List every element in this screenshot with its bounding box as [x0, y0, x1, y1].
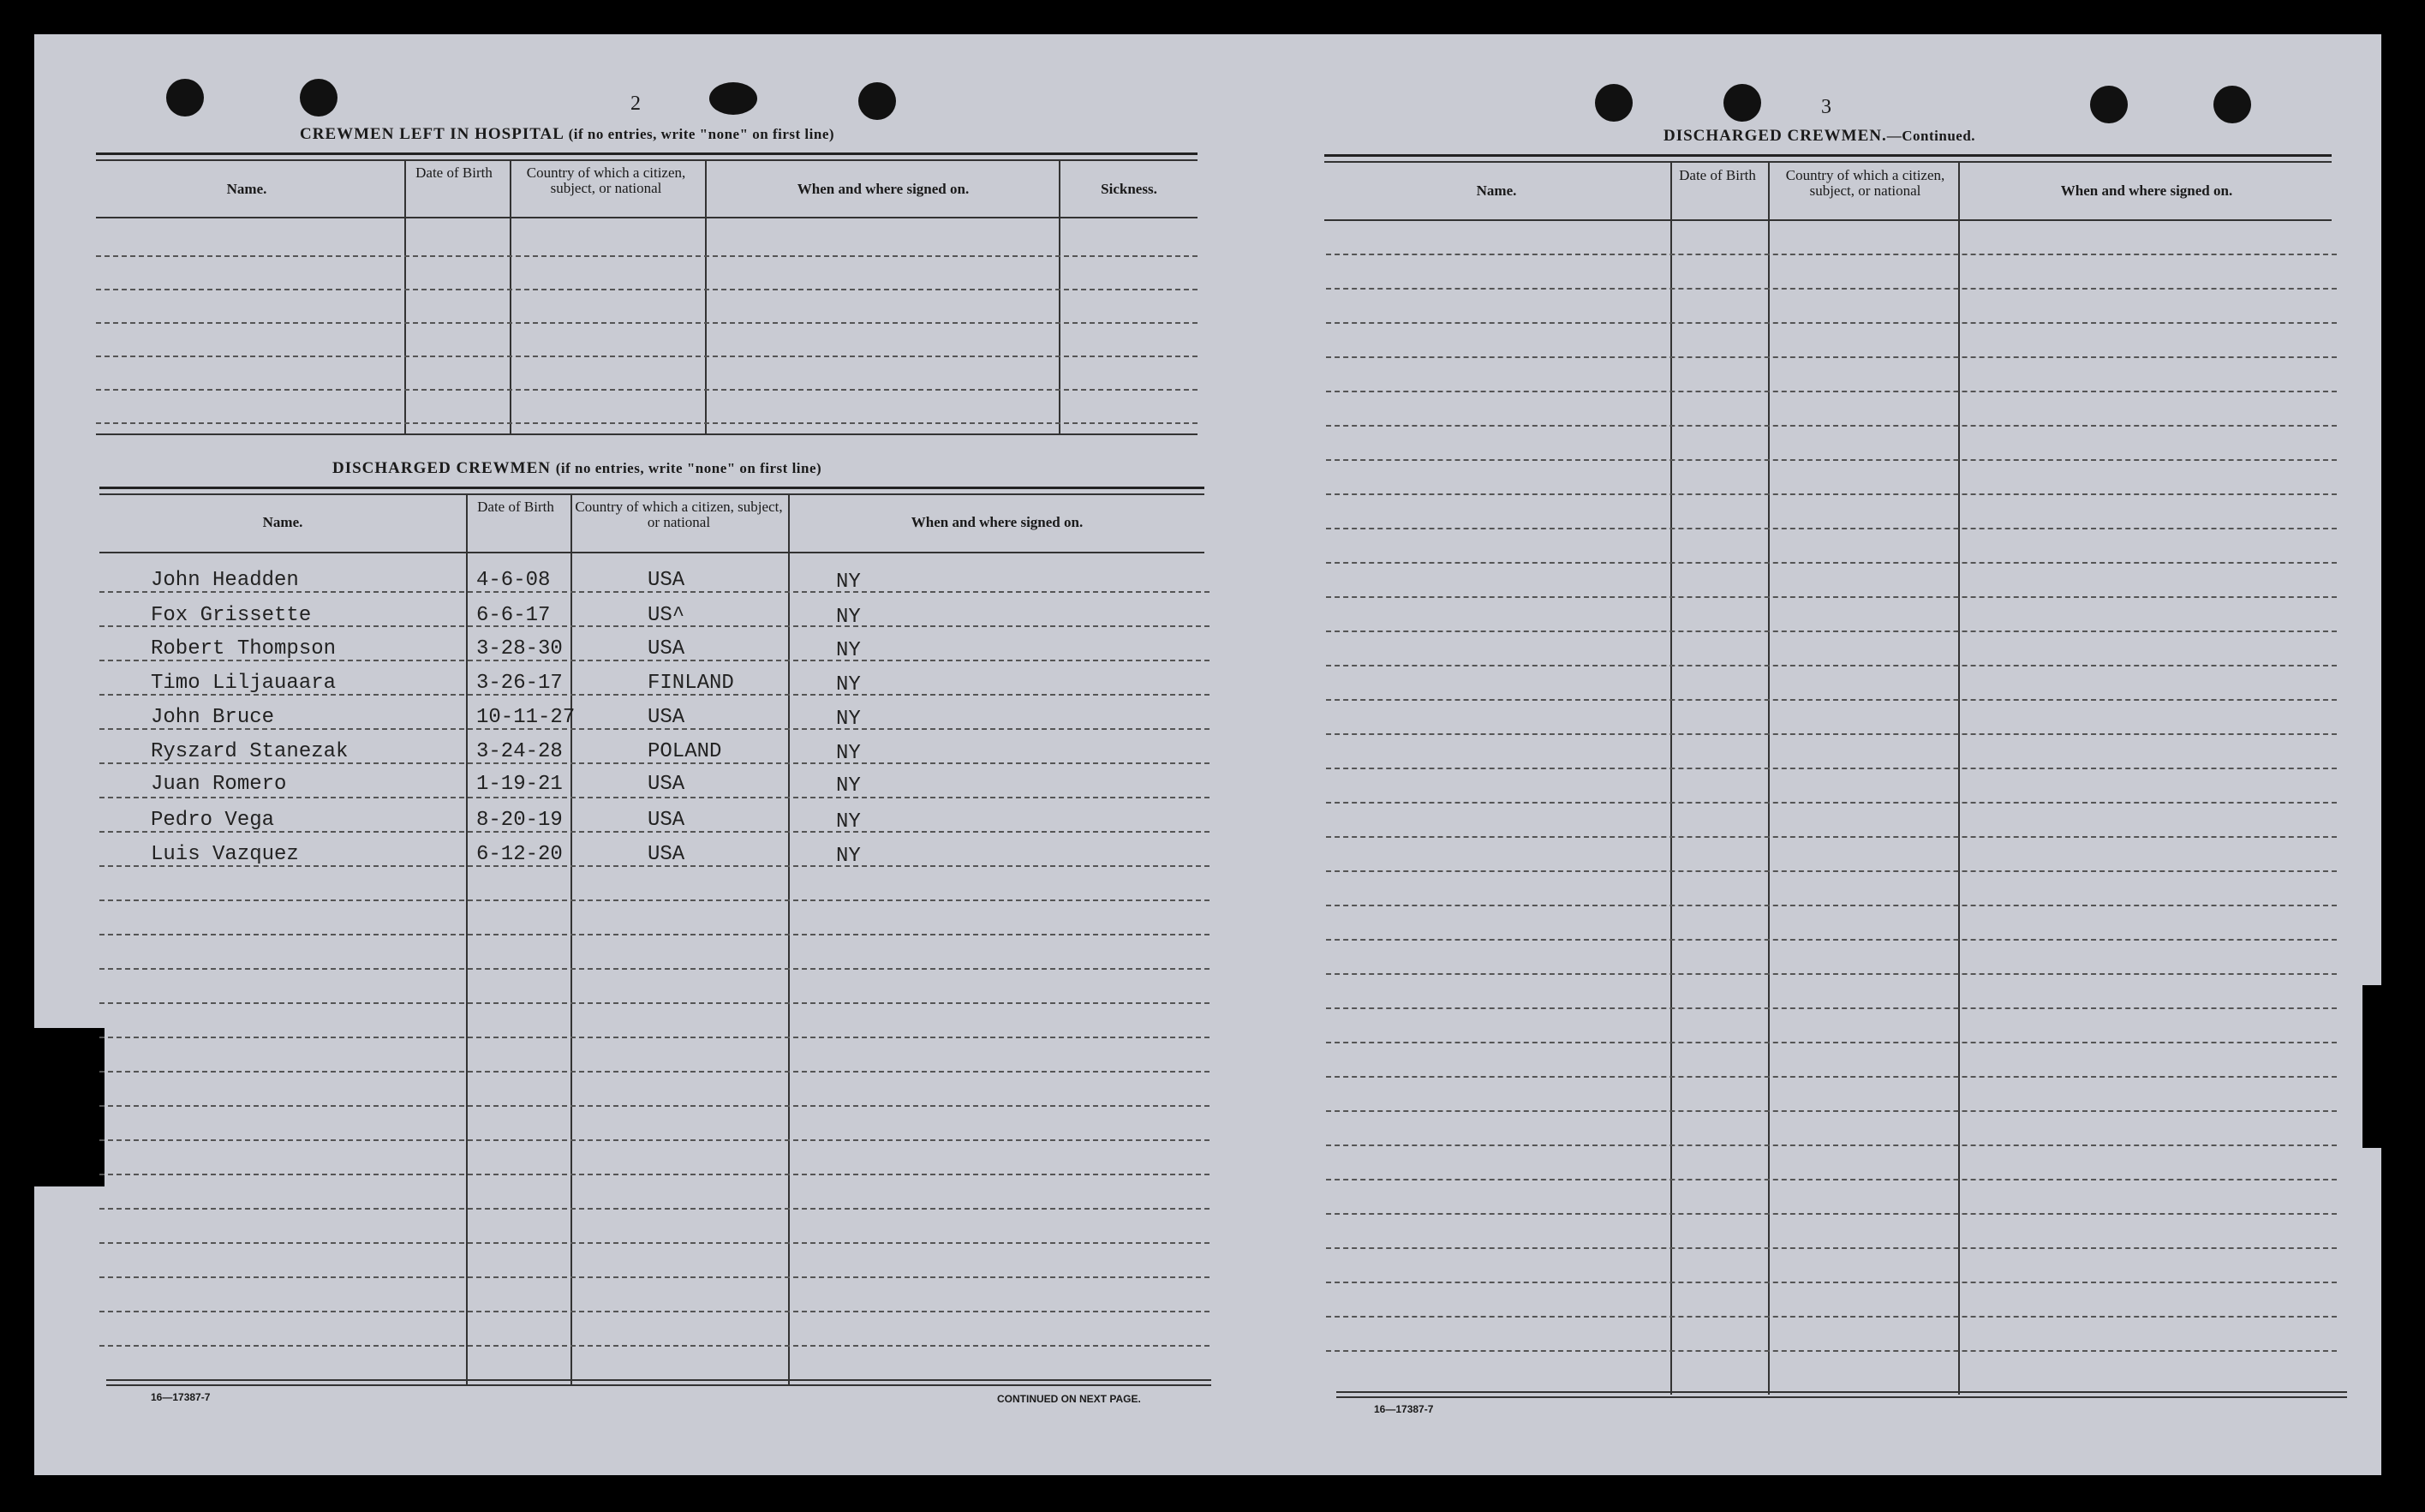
entry-line — [1326, 1042, 2337, 1043]
right-col-country: Country of which a citizen, subject, or national — [1785, 167, 1945, 199]
entry-line — [99, 968, 1210, 970]
entry-line — [99, 1071, 1210, 1073]
crew-country: POLAND — [648, 740, 722, 763]
rule — [1336, 1391, 2347, 1393]
col-divider — [705, 159, 707, 433]
rule — [99, 493, 1204, 495]
punch-hole — [300, 79, 337, 117]
entry-line — [1326, 528, 2337, 529]
hospital-section-title — [300, 125, 834, 144]
crew-name: Timo Liljauaara — [151, 672, 337, 695]
rule — [1324, 219, 2332, 221]
entry-line — [1326, 596, 2337, 598]
col-divider — [466, 493, 468, 1384]
punch-hole — [858, 82, 896, 120]
col-divider — [404, 159, 406, 433]
entry-line — [1326, 322, 2337, 324]
entry-line — [99, 1037, 1210, 1038]
entry-line — [1326, 288, 2337, 290]
punch-hole — [1723, 84, 1761, 122]
col-divider — [1059, 159, 1060, 433]
entry-line — [1326, 254, 2337, 255]
right-section-title — [1663, 127, 1975, 146]
entry-line — [1326, 939, 2337, 941]
hospital-instruction: (if no entries, write "none" on first line) — [568, 126, 835, 142]
form-paper — [34, 34, 2381, 1475]
crew-name: Luis Vazquez — [151, 843, 299, 866]
crew-dob: 1-19-21 — [476, 773, 563, 796]
discharged-instruction: (if no entries, write "none" on first line) — [555, 460, 822, 476]
entry-line — [1326, 1110, 2337, 1112]
hospital-col-name: Name. — [226, 181, 267, 197]
crew-signed-on: NY — [836, 639, 861, 662]
crew-country: USA — [648, 809, 685, 832]
right-col-signed-on: When and where signed on. — [2060, 182, 2233, 199]
punch-hole — [2090, 86, 2128, 123]
crew-country: USA — [648, 843, 685, 866]
punch-hole — [709, 82, 757, 115]
discharged-title-text: DISCHARGED CREWMEN — [332, 459, 551, 477]
discharged-col-signed-on: When and where signed on. — [911, 514, 1084, 530]
right-title-suffix: —Continued. — [1886, 128, 1976, 144]
crew-country: USA — [648, 569, 685, 592]
discharged-col-country: Country of which a citizen, subject, or national — [575, 499, 783, 530]
entry-line — [1326, 1247, 2337, 1249]
entry-line — [1326, 459, 2337, 461]
crew-country: US^ — [648, 604, 685, 627]
entry-line — [1326, 870, 2337, 872]
crew-dob: 10-11-27 — [476, 706, 576, 729]
entry-line — [99, 899, 1210, 901]
crew-name: Ryszard Stanezak — [151, 740, 349, 763]
crew-dob: 4-6-08 — [476, 569, 551, 592]
entry-line — [99, 1276, 1210, 1278]
crew-name: Robert Thompson — [151, 637, 337, 660]
entry-line — [1326, 1213, 2337, 1215]
discharged-col-dob: Date of Birth — [477, 499, 554, 515]
entry-line — [99, 1311, 1210, 1312]
rule — [106, 1384, 1211, 1386]
rule — [1336, 1396, 2347, 1398]
discharged-section-title — [332, 459, 821, 478]
torn-edge — [34, 1028, 105, 1186]
punch-hole — [2213, 86, 2251, 123]
crew-signed-on: NY — [836, 774, 861, 798]
entry-line — [1326, 1144, 2337, 1146]
entry-line — [96, 356, 1198, 357]
crew-dob: 6-12-20 — [476, 843, 563, 866]
rule — [1324, 154, 2332, 157]
entry-line — [1326, 665, 2337, 666]
crew-dob: 3-24-28 — [476, 740, 563, 763]
right-col-dob: Date of Birth — [1679, 167, 1756, 183]
crew-signed-on: NY — [836, 810, 861, 834]
entry-line — [99, 797, 1210, 798]
hospital-col-dob: Date of Birth — [415, 164, 493, 181]
col-divider — [1768, 161, 1770, 1395]
crew-signed-on: NY — [836, 845, 861, 868]
continued-note: CONTINUED ON NEXT PAGE. — [997, 1393, 1141, 1405]
form-number: 16—17387-7 — [1374, 1403, 1434, 1415]
entry-line — [1326, 630, 2337, 632]
right-title-text: DISCHARGED CREWMEN. — [1663, 127, 1887, 145]
entry-line — [1326, 1007, 2337, 1009]
entry-line — [1326, 802, 2337, 804]
crew-signed-on: NY — [836, 708, 861, 731]
entry-line — [1326, 391, 2337, 392]
entry-line — [96, 255, 1198, 257]
rule — [96, 159, 1198, 161]
crew-country: USA — [648, 773, 685, 796]
entry-line — [99, 1208, 1210, 1210]
entry-line — [96, 289, 1198, 290]
crew-name: Pedro Vega — [151, 809, 275, 832]
entry-line — [96, 389, 1198, 391]
entry-line — [1326, 493, 2337, 495]
hospital-col-country: Country of which a citizen, subject, or national — [526, 164, 686, 196]
entry-line — [1326, 1350, 2337, 1352]
discharged-col-name: Name. — [262, 514, 303, 530]
crew-country: USA — [648, 637, 685, 660]
entry-line — [1326, 905, 2337, 906]
hospital-title-text: CREWMEN LEFT IN HOSPITAL — [300, 125, 564, 143]
crew-dob: 3-28-30 — [476, 637, 563, 660]
entry-line — [1326, 1179, 2337, 1180]
entry-line — [96, 422, 1198, 424]
entry-line — [1326, 1316, 2337, 1318]
punch-hole — [166, 79, 204, 117]
rule — [1324, 161, 2332, 163]
col-divider — [510, 159, 511, 433]
entry-line — [99, 1345, 1210, 1347]
crew-signed-on: NY — [836, 606, 861, 629]
crew-name: Juan Romero — [151, 773, 287, 796]
rule — [99, 552, 1204, 553]
crew-signed-on: NY — [836, 571, 861, 594]
entry-line — [99, 1174, 1210, 1175]
crew-country: USA — [648, 706, 685, 729]
entry-line — [1326, 836, 2337, 838]
col-divider — [1670, 161, 1672, 1395]
crew-signed-on: NY — [836, 742, 861, 765]
hospital-col-sickness: Sickness. — [1101, 181, 1157, 197]
crew-signed-on: NY — [836, 673, 861, 696]
entry-line — [99, 1002, 1210, 1004]
crew-dob: 6-6-17 — [476, 604, 551, 627]
entry-line — [1326, 1076, 2337, 1078]
form-number: 16—17387-7 — [151, 1391, 211, 1403]
entry-line — [1326, 973, 2337, 975]
crew-dob: 3-26-17 — [476, 672, 563, 695]
torn-edge-right — [2362, 985, 2390, 1148]
punch-hole — [1595, 84, 1633, 122]
col-divider — [570, 493, 572, 1384]
crew-dob: 8-20-19 — [476, 809, 563, 832]
entry-line — [1326, 768, 2337, 769]
entry-line — [99, 1139, 1210, 1141]
crew-name: John Bruce — [151, 706, 275, 729]
page-number: 2 — [630, 93, 641, 115]
rule — [96, 433, 1198, 435]
entry-line — [99, 934, 1210, 935]
right-col-name: Name. — [1476, 182, 1517, 199]
entry-line — [1326, 699, 2337, 701]
crew-name: John Headden — [151, 569, 299, 592]
rule — [96, 217, 1198, 218]
rule — [99, 487, 1204, 489]
rule — [106, 1379, 1211, 1381]
col-divider — [788, 493, 790, 1384]
crew-country: FINLAND — [648, 672, 734, 695]
entry-line — [1326, 425, 2337, 427]
entry-line — [1326, 733, 2337, 735]
hospital-col-signed-on: When and where signed on. — [797, 181, 970, 197]
rule — [96, 152, 1198, 155]
entry-line — [1326, 1282, 2337, 1283]
entry-line — [99, 1105, 1210, 1107]
entry-line — [1326, 562, 2337, 564]
entry-line — [96, 322, 1198, 324]
entry-line — [99, 1242, 1210, 1244]
col-divider — [1958, 161, 1960, 1395]
page-number: 3 — [1821, 96, 1831, 118]
crew-name: Fox Grissette — [151, 604, 312, 627]
entry-line — [1326, 356, 2337, 358]
